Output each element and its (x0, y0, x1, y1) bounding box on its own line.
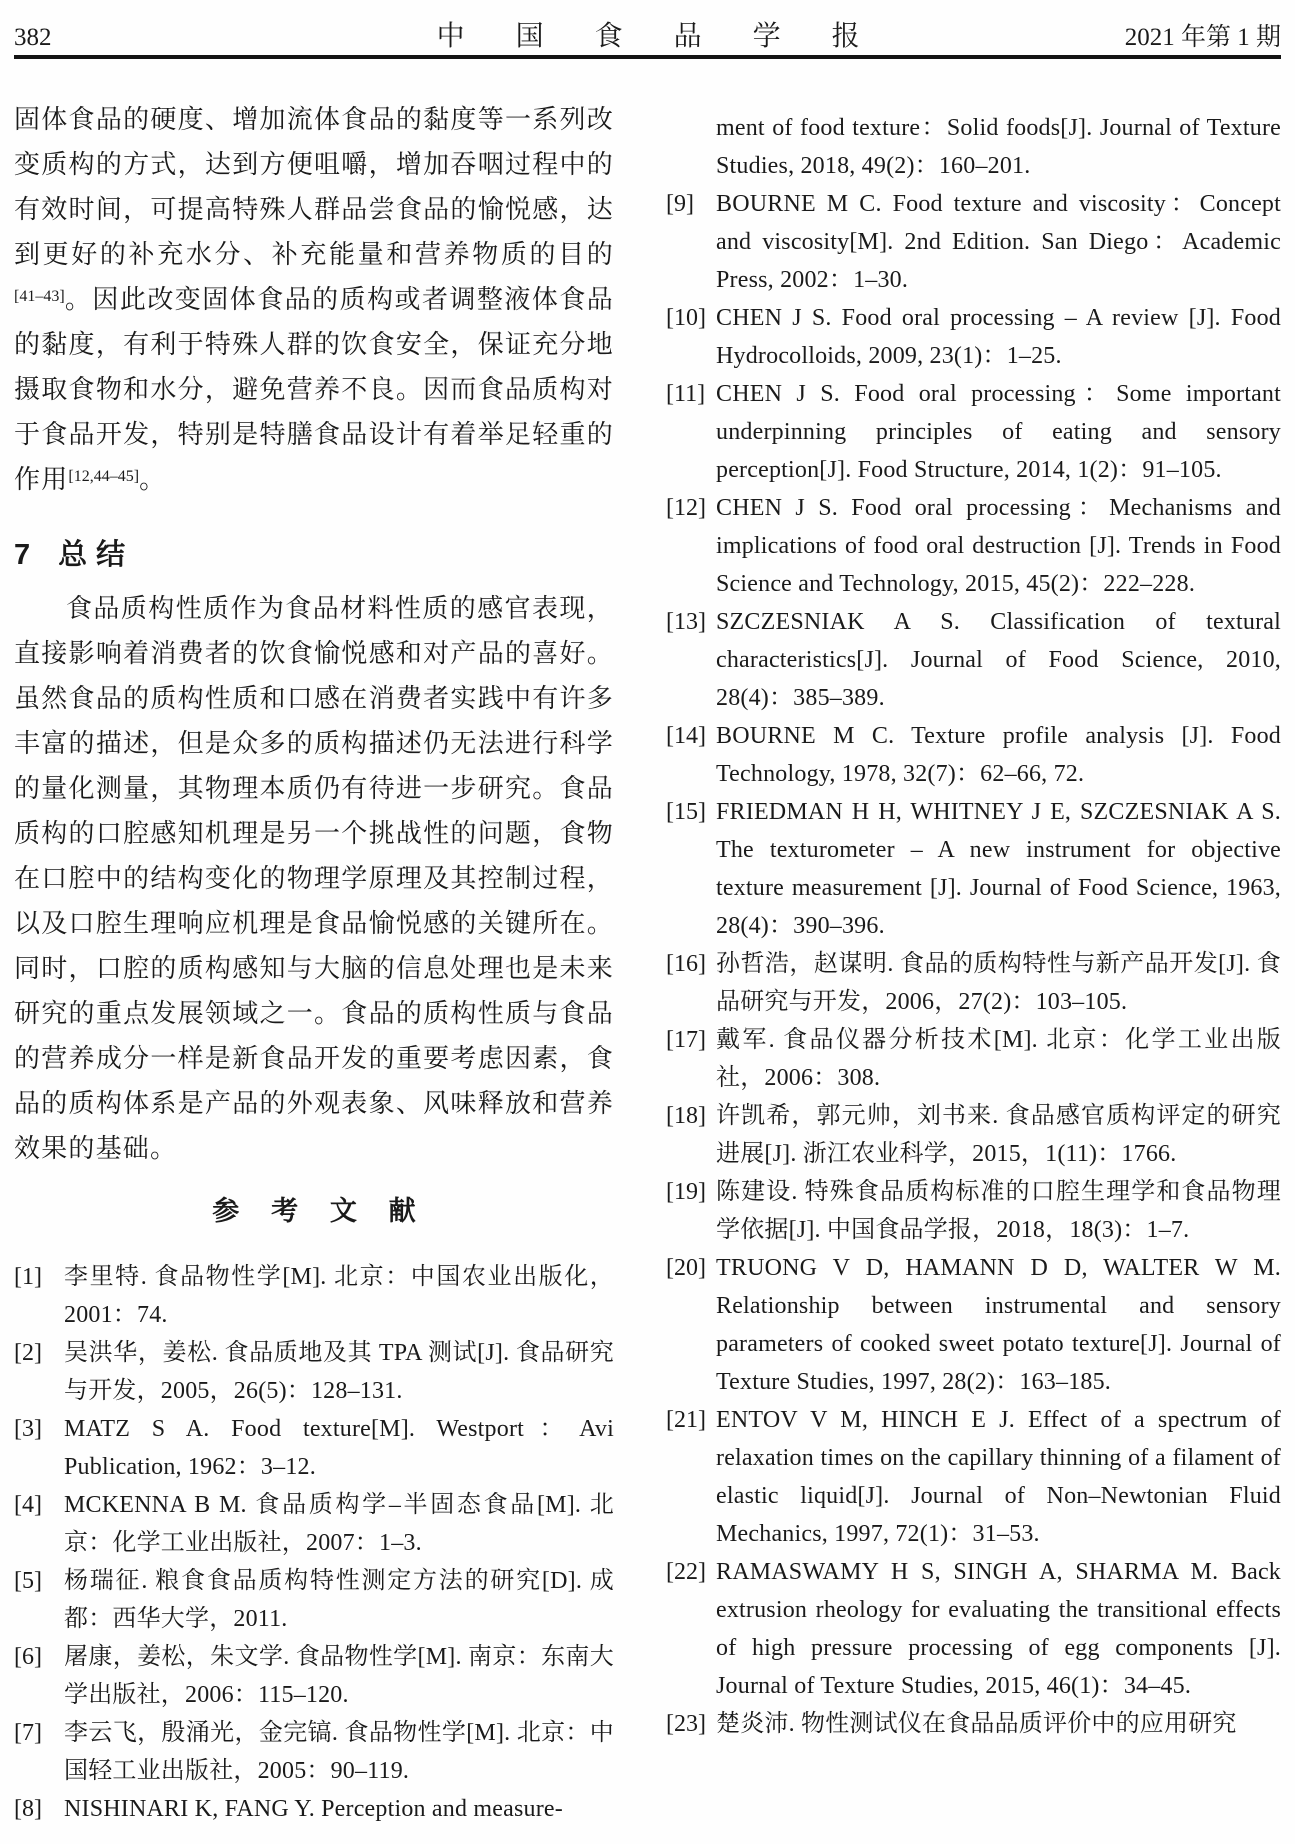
reference-text: 李云飞，殷涌光，金完镐. 食品物性学[M]. 北京：中国轻工业出版社，2005：90–119. (64, 1720, 614, 1784)
reference-text: CHEN J S. Food oral processing：Some important underpinning principles of eating and sensory perception[J]. Food Structure, 2014, 1(2)：91–105. (716, 381, 1281, 483)
reference-item (666, 945, 1281, 1021)
reference-text: 屠康，姜松，朱文学. 食品物性学[M]. 南京：东南大学出版社，2006：115–120. (64, 1644, 614, 1708)
reference-number: [21] (666, 1407, 706, 1433)
reference-text: TRUONG V D, HAMANN D D, WALTER W M. Relationship between instrumental and sensory parameters of cooked sweet potato texture[J]. Journal of Texture Studies, 1997, 28(2)：163–185. (716, 1255, 1281, 1395)
reference-number (666, 109, 716, 185)
citation-superscript: [12,44–45] (68, 468, 140, 485)
two-column-body (14, 97, 1281, 1828)
reference-number: [17] (666, 1027, 706, 1053)
paragraph-text: 。 (139, 465, 167, 494)
reference-text: ment of food texture：Solid foods[J]. Journal of Texture Studies, 2018, 49(2)：160–201. (716, 115, 1281, 179)
reference-text: RAMASWAMY H S, SINGH A, SHARMA M. Back extrusion rheology for evaluating the transitional effects of high pressure processing of egg components [J]. Journal of Texture Studies, 2015, 46(1)：34–45. (716, 1559, 1281, 1699)
reference-number: [12] (666, 495, 706, 521)
reference-text: 许凯希，郭元帅，刘书来. 食品感官质构评定的研究进展[J]. 浙江农业科学，2015，1(11)：1766. (716, 1103, 1281, 1167)
reference-text: 孙哲浩，赵谋明. 食品的质构特性与新产品开发[J]. 食品研究与开发，2006，27(2)：103–105. (716, 951, 1281, 1015)
reference-text: CHEN J S. Food oral processing – A review [J]. Food Hydrocolloids, 2009, 23(1)：1–25. (716, 305, 1281, 369)
reference-item (666, 1553, 1281, 1705)
reference-item (14, 1486, 614, 1562)
reference-item (666, 489, 1281, 603)
reference-number: [8] (14, 1796, 42, 1822)
header-rule (14, 55, 1281, 59)
reference-number: [11] (666, 381, 706, 407)
references-heading: 参 考 文 献 (212, 1196, 428, 1226)
reference-number: [5] (14, 1568, 42, 1594)
reference-item (14, 1638, 614, 1714)
reference-item (666, 109, 1281, 185)
reference-item (14, 1790, 614, 1828)
reference-item (14, 1714, 614, 1790)
reference-text: NISHINARI K, FANG Y. Perception and measure- (64, 1796, 563, 1822)
reference-list-left (14, 1258, 614, 1828)
reference-number: [22] (666, 1559, 706, 1585)
issue-info: 2021 年第 1 期 (1124, 24, 1281, 51)
reference-item (666, 1705, 1281, 1743)
reference-item (666, 299, 1281, 375)
reference-text: 杨瑞征. 粮食食品质构特性测定方法的研究[D]. 成都：西华大学，2011. (64, 1568, 614, 1632)
section-number: 7 (14, 539, 31, 571)
reference-item (14, 1410, 614, 1486)
reference-number: [1] (14, 1264, 42, 1290)
reference-text: 吴洪华，姜松. 食品质地及其 TPA 测试[J]. 食品研究与开发，2005，26(5)：128–131. (64, 1340, 614, 1404)
reference-item (666, 1021, 1281, 1097)
reference-item (666, 1249, 1281, 1401)
reference-text: 楚炎沛. 物性测试仪在食品品质评价中的应用研究 (716, 1711, 1237, 1737)
reference-text: SZCZESNIAK A S. Classification of textural characteristics[J]. Journal of Food Science, 2010, 28(4)：385–389. (716, 609, 1281, 711)
reference-item (14, 1562, 614, 1638)
summary-paragraph: 食品质构性质作为食品材料性质的感官表现，直接影响着消费者的饮食愉悦感和对产品的喜好。虽然食品的质构性质和口感在消费者实践中有许多丰富的描述，但是众多的质构描述仍无法进行科学的量化测量，其物理本质仍有待进一步研究。食品质构的口腔感知机理是另一个挑战性的问题，食物在口腔中的结构变化的物理学原理及其控制过程，以及口腔生理响应机理是食品愉悦感的关键所在。同时，口腔的质构感知与大脑的信息处理也是未来研究的重点发展领域之一。食品的质构性质与食品的营养成分一样是新食品开发的重要考虑因素，食品的质构体系是产品的外观表象、风味释放和营养效果的基础。 (14, 594, 614, 1163)
reference-number: [10] (666, 305, 706, 331)
reference-number: [6] (14, 1644, 42, 1670)
reference-number: [7] (14, 1720, 42, 1746)
reference-text: CHEN J S. Food oral processing：Mechanisms and implications of food oral destruction [J]. Trends in Food Science and Technology, 2015, 45(2)：222–228. (716, 495, 1281, 597)
reference-text: MATZ S A. Food texture[M]. Westport：Avi Publication, 1962：3–12. (64, 1416, 614, 1480)
page-number: 382 (14, 24, 52, 51)
citation-superscript: [41–43] (14, 288, 65, 305)
reference-item (666, 1097, 1281, 1173)
reference-item (666, 1401, 1281, 1553)
reference-number: [23] (666, 1711, 706, 1737)
reference-number: [13] (666, 609, 706, 635)
reference-item (14, 1334, 614, 1410)
reference-text: 戴军. 食品仪器分析技术[M]. 北京：化学工业出版社，2006：308. (716, 1027, 1281, 1091)
reference-item (666, 793, 1281, 945)
reference-text: FRIEDMAN H H, WHITNEY J E, SZCZESNIAK A S. The texturometer – A new instrument for objective texture measurement [J]. Journal of Food Science, 1963, 28(4)：390–396. (716, 799, 1281, 939)
reference-text: MCKENNA B M. 食品质构学–半固态食品[M]. 北京：化学工业出版社，2007：1–3. (64, 1492, 614, 1556)
reference-number: [15] (666, 799, 706, 825)
journal-title: 中 国 食 品 学 报 (436, 21, 882, 52)
reference-text: 陈建设. 特殊食品质构标准的口腔生理学和食品物理学依据[J]. 中国食品学报，2018，18(3)：1–7. (716, 1179, 1281, 1243)
reference-list-right (666, 109, 1281, 1743)
reference-number: [4] (14, 1492, 42, 1518)
reference-number: [3] (14, 1416, 42, 1442)
paragraph-text: 固体食品的硬度、增加流体食品的黏度等一系列改变质构的方式，达到方便咀嚼，增加吞咽过程中的有效时间，可提高特殊人群品尝食品的愉悦感，达到更好的补充水分、补充能量和营养物质的目的 (14, 105, 614, 269)
paragraph-text: 。因此改变固体食品的质构或者调整液体食品的黏度，有利于特殊人群的饮食安全，保证充分地摄取食物和水分，避免营养不良。因而食品质构对于食品开发，特别是特膳食品设计有着举足轻重的作用 (14, 285, 614, 494)
reference-item (666, 375, 1281, 489)
reference-number: [14] (666, 723, 706, 749)
section-heading-summary (14, 535, 614, 575)
reference-text: BOURNE M C. Food texture and viscosity：Concept and viscosity[M]. 2nd Edition. San Diego：Academic Press, 2002：1–30. (716, 191, 1281, 293)
reference-number: [9] (666, 191, 694, 217)
reference-text: 李里特. 食品物性学[M]. 北京：中国农业出版化，2001：74. (64, 1264, 614, 1328)
reference-number: [16] (666, 951, 706, 977)
body-paragraph-continuation (14, 97, 614, 502)
right-column (666, 97, 1281, 1828)
reference-item (14, 1258, 614, 1334)
reference-item (666, 717, 1281, 793)
reference-number: [18] (666, 1103, 706, 1129)
section-title: 总结 (58, 539, 135, 571)
reference-number: [19] (666, 1179, 706, 1205)
reference-item (666, 1173, 1281, 1249)
reference-number: [2] (14, 1340, 42, 1366)
reference-item (666, 185, 1281, 299)
reference-number: [20] (666, 1255, 706, 1281)
running-head (14, 0, 1281, 52)
reference-item (666, 603, 1281, 717)
reference-text: ENTOV V M, HINCH E J. Effect of a spectrum of relaxation times on the capillary thinning of a filament of elastic liquid[J]. Journal of Non–Newtonian Fluid Mechanics, 1997, 72(1)：31–53. (716, 1407, 1281, 1547)
reference-text: BOURNE M C. Texture profile analysis [J]. Food Technology, 1978, 32(7)：62–66, 72. (716, 723, 1281, 787)
left-column (14, 97, 614, 1828)
